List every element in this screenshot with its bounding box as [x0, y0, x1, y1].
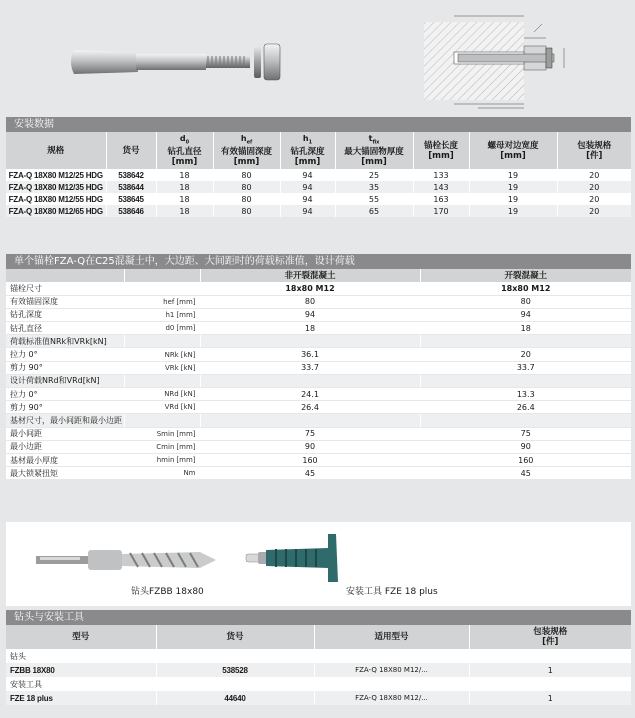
table-row: [6, 467, 631, 480]
table-cell: [200, 335, 420, 348]
group-row: [6, 649, 631, 663]
table-cell: 最小间距: [6, 427, 124, 440]
unit-text: [kN]: [180, 350, 196, 359]
table-cell: 18: [156, 193, 213, 205]
table-cell: [420, 374, 631, 387]
table-cell: 18: [156, 169, 213, 181]
table-cell: [420, 335, 631, 348]
table-cell: 拉力 0°: [6, 388, 124, 401]
table-row: [6, 308, 631, 321]
table-cell: [420, 414, 631, 427]
table-cell: [124, 322, 200, 335]
table-cell: 20: [589, 194, 600, 204]
anchor-bolt-image: [66, 36, 306, 96]
table-cell: 80: [200, 295, 420, 308]
col-header-embed-depth: $h_{ef}$ 有效锚固深度 [mm]: [213, 132, 280, 169]
table-cell: 最大锁紧扭矩: [6, 467, 124, 480]
table-cell: 19: [469, 193, 557, 205]
table-row: [6, 401, 631, 414]
table-row: [6, 691, 631, 705]
table-cell: [124, 335, 200, 348]
table-cell: 36.1: [200, 348, 420, 361]
table-cell: [124, 440, 200, 453]
group-label: 钻头: [6, 649, 631, 663]
table-cell: [124, 348, 200, 361]
table-row: [6, 181, 631, 193]
table-cell: 33.7: [420, 361, 631, 374]
table-cell: [124, 388, 200, 401]
table-cell: 170: [413, 205, 469, 217]
table-cell: FZBB 18X80: [6, 663, 156, 677]
table-cell: 锚栓尺寸: [6, 282, 124, 295]
table-cell: 18: [200, 322, 420, 335]
table-row: [6, 193, 631, 205]
table-cell: 13.3: [420, 388, 631, 401]
install-data-title: 安装数据: [6, 117, 631, 132]
product-image-panel: [6, 0, 631, 116]
table-cell: 94: [280, 205, 335, 217]
table-cell: [124, 427, 200, 440]
table-cell: 钻孔直径: [6, 322, 124, 335]
table-cell: [124, 453, 200, 466]
table-cell: 94: [420, 308, 631, 321]
table-cell: 26.4: [200, 401, 420, 414]
table-row: [6, 169, 631, 181]
col-header-article: 货号: [156, 625, 314, 649]
table-cell: 剪力 90°: [6, 401, 124, 414]
symbol-text: VRk: [165, 363, 179, 372]
table-cell: 19: [469, 169, 557, 181]
col-header-article: 货号: [106, 132, 156, 169]
table-cell: 538646: [106, 205, 156, 217]
table-cell: 18: [156, 181, 213, 193]
table-cell: 65: [335, 205, 413, 217]
table-cell: 20: [589, 206, 600, 216]
table-row: [6, 335, 631, 348]
table-cell: FZA-Q 18X80 M12/...: [314, 663, 469, 677]
table-cell: 80: [213, 169, 280, 181]
loads-table: [6, 269, 631, 480]
col-header-uncracked: 非开裂混凝土: [200, 269, 420, 282]
table-cell: 18x80 M12: [420, 282, 631, 295]
table-cell: 160: [420, 453, 631, 466]
table-cell: 538645: [106, 193, 156, 205]
table-cell: 24.1: [200, 388, 420, 401]
table-cell: 设计荷载NRd和VRd[kN]: [6, 374, 124, 387]
symbol-text: d0: [165, 324, 175, 333]
table-cell: 钻孔深度: [6, 308, 124, 321]
col-header-spec: 规格: [6, 132, 106, 169]
table-cell: 45: [420, 467, 631, 480]
table-row: [6, 361, 631, 374]
table-cell: 20: [589, 182, 600, 192]
col-header-pack: 包装规格 [件]: [533, 627, 568, 647]
table-cell: 18x80 M12: [200, 282, 420, 295]
table-cell: 80: [213, 181, 280, 193]
table-cell: 160: [200, 453, 420, 466]
table-cell: 538644: [106, 181, 156, 193]
unit-text: [mm]: [176, 310, 196, 319]
unit-text: [kN]: [180, 390, 196, 399]
table-cell: 1: [547, 693, 553, 703]
table-cell: FZA-Q 18X80 M12/...: [314, 691, 469, 705]
table-cell: 75: [420, 427, 631, 440]
unit-text: [mm]: [176, 297, 196, 306]
symbol-text: Smin: [156, 429, 175, 438]
table-cell: 94: [200, 308, 420, 321]
col-header-cracked: 开裂混凝土: [504, 270, 547, 281]
unit-text: [mm]: [176, 429, 196, 438]
symbol-text: NRk: [164, 350, 179, 359]
table-cell: 20: [420, 348, 631, 361]
table-cell: 44640: [156, 691, 314, 705]
table-cell: 18: [420, 322, 631, 335]
table-cell: 90: [200, 440, 420, 453]
table-cell: [124, 295, 200, 308]
table-cell: FZE 18 plus: [6, 691, 156, 705]
col-header-drill-diameter: $d_0$ 钻孔直径 [mm]: [156, 132, 213, 169]
table-cell: 基材最小厚度: [6, 453, 124, 466]
unit-text: [kN]: [180, 363, 196, 372]
group-row: [6, 677, 631, 691]
symbol-text: hmin: [156, 456, 175, 465]
symbol-text: h1: [165, 310, 175, 319]
table-cell: 163: [413, 193, 469, 205]
table-cell: 20: [589, 170, 600, 180]
install-data-header-row: [6, 132, 631, 169]
table-cell: FZA-Q 18X80 M12/35 HDG: [6, 181, 106, 193]
unit-text: Nm: [183, 469, 196, 478]
table-cell: [124, 401, 200, 414]
table-cell: 26.4: [420, 401, 631, 414]
installation-diagram: [414, 8, 589, 112]
table-cell: 133: [413, 169, 469, 181]
table-cell: [200, 374, 420, 387]
unit-text: [mm]: [176, 456, 196, 465]
table-cell: [200, 414, 420, 427]
table-cell: 25: [335, 169, 413, 181]
tools-header-row: [6, 625, 631, 649]
loads-title: 单个锚栓FZA-Q在C25混凝土中，大边距、大间距时的荷载标准值，设计荷载: [6, 254, 631, 269]
table-row: [6, 440, 631, 453]
table-row: [6, 322, 631, 335]
col-header-anchor-length: 锚栓长度 [mm]: [413, 132, 469, 169]
table-cell: FZA-Q 18X80 M12/25 HDG: [6, 169, 106, 181]
table-cell: 1: [547, 665, 553, 675]
table-cell: 最小边距: [6, 440, 124, 453]
loads-header-row: [6, 269, 631, 282]
unit-text: [mm]: [176, 442, 196, 451]
table-row: [6, 205, 631, 217]
table-cell: FZA-Q 18X80 M12/65 HDG: [6, 205, 106, 217]
drill-bit-caption: 钻头FZBB 18x80: [131, 587, 204, 597]
table-row: [6, 453, 631, 466]
unit-text: [kN]: [180, 403, 196, 412]
table-cell: 19: [469, 205, 557, 217]
drill-bit-image: [30, 534, 220, 584]
table-row: [6, 295, 631, 308]
tools-image-panel: [6, 522, 631, 606]
table-row: [6, 663, 631, 677]
col-header-fits: 适用型号: [314, 625, 469, 649]
table-cell: [124, 467, 200, 480]
table-cell: 33.7: [200, 361, 420, 374]
symbol-text: NRd: [164, 390, 179, 399]
table-cell: 80: [213, 193, 280, 205]
table-row: [6, 282, 631, 295]
table-cell: [124, 282, 200, 295]
col-header-model: 型号: [6, 625, 156, 649]
col-header-pack-size: 包装规格 [件]: [577, 140, 612, 161]
group-label: 安装工具: [6, 677, 631, 691]
table-cell: 80: [213, 205, 280, 217]
table-cell: 94: [280, 169, 335, 181]
table-cell: 35: [335, 181, 413, 193]
col-header-fixture-thickness: $t_{fix}$ 最大锚固物厚度 [mm]: [335, 132, 413, 169]
table-cell: 80: [420, 295, 631, 308]
table-cell: 剪力 90°: [6, 361, 124, 374]
table-cell: 94: [280, 193, 335, 205]
table-row: [6, 414, 631, 427]
table-cell: [124, 308, 200, 321]
table-cell: 拉力 0°: [6, 348, 124, 361]
table-cell: 19: [469, 181, 557, 193]
col-header-nut-width: 螺母对边宽度 [mm]: [469, 132, 557, 169]
table-cell: 18: [156, 205, 213, 217]
setting-tool-caption: 安装工具 FZE 18 plus: [346, 587, 438, 597]
col-header-hole-depth: $h_1$ 钻孔深度 [mm]: [280, 132, 335, 169]
table-cell: 45: [200, 467, 420, 480]
tools-title: 钻头与安装工具: [6, 610, 631, 625]
table-cell: 基材尺寸，最小间距和最小边距: [6, 414, 124, 427]
table-row: [6, 374, 631, 387]
table-cell: 荷载标准值NRk和VRk[kN]: [6, 335, 124, 348]
table-row: [6, 348, 631, 361]
table-cell: 538642: [106, 169, 156, 181]
table-row: [6, 388, 631, 401]
table-cell: [124, 374, 200, 387]
symbol-text: Cmin: [156, 442, 175, 451]
install-data-table: [6, 132, 631, 217]
table-cell: [124, 414, 200, 427]
symbol-text: VRd: [164, 403, 179, 412]
unit-text: [mm]: [176, 324, 196, 333]
table-row: [6, 427, 631, 440]
symbol-text: hef: [163, 297, 175, 306]
setting-tool-image: [242, 528, 352, 588]
table-cell: FZA-Q 18X80 M12/55 HDG: [6, 193, 106, 205]
table-cell: 90: [420, 440, 631, 453]
table-cell: 75: [200, 427, 420, 440]
table-cell: 55: [335, 193, 413, 205]
tools-table: [6, 625, 631, 705]
table-cell: 有效锚固深度: [6, 295, 124, 308]
table-cell: 538528: [156, 663, 314, 677]
table-cell: 94: [280, 181, 335, 193]
table-cell: [124, 361, 200, 374]
table-cell: 143: [413, 181, 469, 193]
